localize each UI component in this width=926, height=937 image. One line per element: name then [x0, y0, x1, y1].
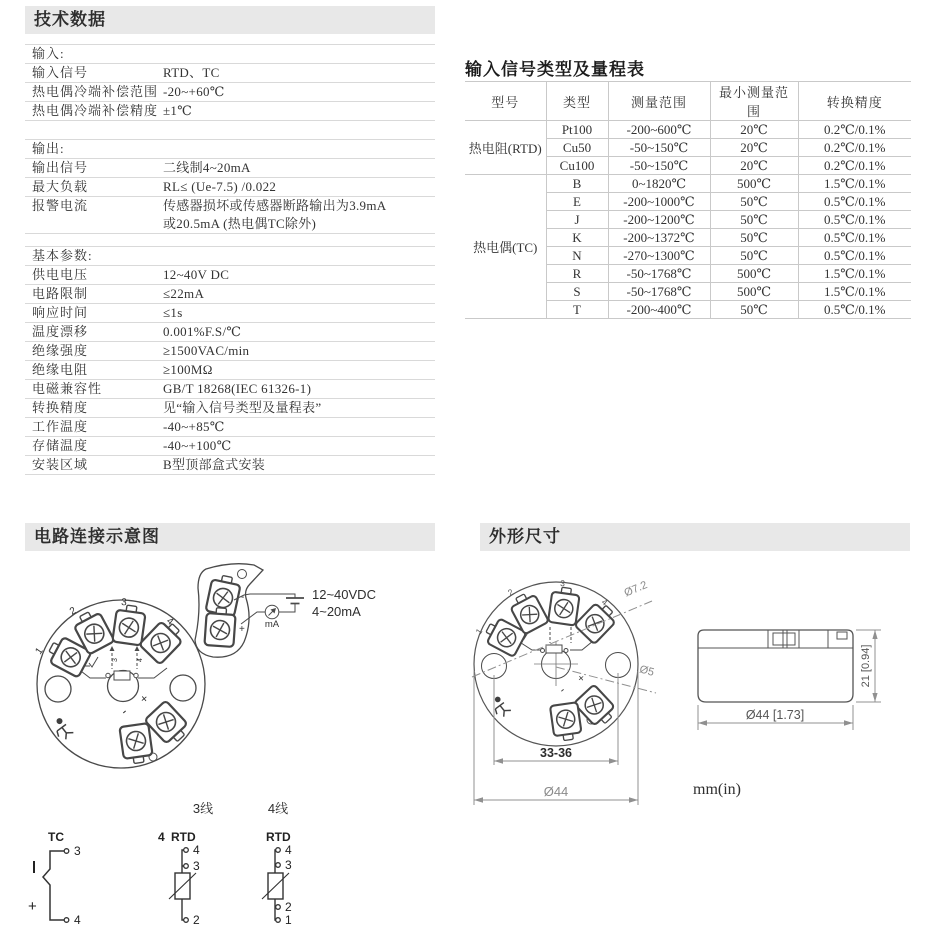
cell: 0.5℃/0.1% — [798, 301, 911, 319]
spec-section-basic-params — [25, 246, 435, 475]
range-table-title: 输入信号类型及量程表 — [465, 60, 645, 79]
cell: 0.5℃/0.1% — [798, 229, 911, 247]
spec-row: 工作温度 -40~+85℃ — [25, 418, 435, 437]
cell: -50~1768℃ — [608, 283, 710, 301]
cell: -200~400℃ — [608, 301, 710, 319]
screw-terminal-4 — [574, 596, 619, 644]
tc-terminal-4: 4 — [74, 913, 81, 927]
spec-row: 报警电流 传感器损坏或传感器断路输出为3.9mA 或20.5mA (热电偶TC除外) — [25, 197, 435, 234]
spec-row: 输出信号 二线制4~20mA — [25, 159, 435, 178]
rtd3-terminal-3: 3 — [193, 859, 200, 873]
rtd4-terminal-1: 1 — [285, 913, 292, 927]
cell: 0.5℃/0.1% — [798, 193, 911, 211]
spec-section-output — [25, 139, 435, 234]
cell: 500℃ — [710, 283, 798, 301]
polarity-minus: - — [555, 683, 568, 697]
left-hole — [482, 654, 507, 679]
spec-row: 最大负载 RL≤ (Ue-7.5) /0.022 — [25, 178, 435, 197]
outer-dia-label: Ø44 — [543, 784, 569, 799]
table-row — [465, 121, 911, 139]
units-label: mm(in) — [693, 781, 741, 798]
tc-wiring-diagram — [28, 830, 81, 927]
cell: -270~1300℃ — [608, 247, 710, 265]
cell: Pt100 — [546, 121, 608, 139]
section-header-technical-data: 技术数据 — [25, 6, 435, 34]
alarm-current-line2: 或20.5mA (热电偶TC除外) — [163, 216, 317, 231]
section-header-dimensions: 外形尺寸 — [480, 523, 910, 551]
rtd-3wire-diagram — [158, 830, 200, 927]
col-header: 最小测量范围 — [710, 82, 798, 121]
spec-row: 热电偶冷端补偿范围 -20~+60℃ — [25, 83, 435, 102]
dimension-side-view — [685, 600, 926, 810]
cell: S — [546, 283, 608, 301]
cell: 20℃ — [710, 157, 798, 175]
spec-row: 绝缘电阻 ≥100MΩ — [25, 361, 435, 380]
width-label: Ø44 [1.73] — [745, 708, 805, 722]
rtd3-terminal-2: 2 — [193, 913, 200, 927]
right-hole — [170, 675, 196, 701]
spec-row: 绝缘强度 ≥1500VAC/min — [25, 342, 435, 361]
terminal-number-3: 3 — [559, 578, 566, 589]
spec-row: 响应时间 ≤1s — [25, 304, 435, 323]
col-header: 转换精度 — [798, 82, 911, 121]
terminal-number-4: 4 — [164, 615, 176, 628]
loop-current-label: 4~20mA — [312, 604, 361, 619]
terminal-number-1: 1 — [473, 626, 485, 637]
polarity-plus: + — [136, 691, 152, 707]
cell: E — [546, 193, 608, 211]
spec-section-title: 基本参数: — [32, 248, 93, 263]
height-label: 21 [0.94] — [860, 644, 872, 688]
cell: 0.2℃/0.1% — [798, 121, 911, 139]
cell: 50℃ — [710, 229, 798, 247]
supply-voltage-label: 12~40VDC — [312, 587, 376, 602]
cell: 1.5℃/0.1% — [798, 175, 911, 193]
section-header-circuit-diagram: 电路连接示意图 — [25, 523, 435, 551]
center-terminal-ref-4: 4 — [137, 658, 144, 662]
spec-section-title: 输出: — [32, 141, 65, 156]
cell: 0.5℃/0.1% — [798, 211, 911, 229]
spec-row: 安装区域 B型顶部盒式安装 — [25, 456, 435, 475]
cell: 50℃ — [710, 211, 798, 229]
col-header: 型号 — [465, 82, 546, 121]
screw-terminal-3 — [548, 586, 580, 626]
cell: 0~1820℃ — [608, 175, 710, 193]
screw-terminal-3 — [112, 604, 146, 646]
col-header: 类型 — [546, 82, 608, 121]
top-hole-dia-label: Ø7.2 — [622, 579, 650, 600]
mount-span-label: 33-36 — [540, 746, 572, 760]
cell: R — [546, 265, 608, 283]
rtd4-terminal-4: 4 — [285, 843, 292, 857]
cell: 500℃ — [710, 265, 798, 283]
cell: 20℃ — [710, 139, 798, 157]
model-cell: 热电阻(RTD) — [465, 121, 546, 175]
rtd4-terminal-3: 3 — [285, 858, 292, 872]
cell: Cu50 — [546, 139, 608, 157]
cell: 0.5℃/0.1% — [798, 247, 911, 265]
cell: 50℃ — [710, 301, 798, 319]
spec-section-input — [25, 44, 435, 121]
cell: K — [546, 229, 608, 247]
spec-row: 温度漂移 0.001%F.S/℃ — [25, 323, 435, 342]
meter-label: mA — [264, 619, 280, 630]
cell: B — [546, 175, 608, 193]
three-wire-label: 3线 — [192, 801, 214, 816]
cell: -50~150℃ — [608, 157, 710, 175]
spec-row: 电磁兼容性 GB/T 18268(IEC 61326-1) — [25, 380, 435, 399]
cell: -200~1200℃ — [608, 211, 710, 229]
spec-row: 输入信号 RTD、TC — [25, 64, 435, 83]
terminal-number-4: 4 — [599, 596, 610, 608]
left-hole — [45, 676, 71, 702]
table-row — [465, 175, 911, 193]
cell: 1.5℃/0.1% — [798, 283, 911, 301]
cell: -200~1000℃ — [608, 193, 710, 211]
polarity-plus: + — [575, 671, 588, 686]
spec-row: 存储温度 -40~+100℃ — [25, 437, 435, 456]
ground-icon — [49, 717, 75, 742]
spec-row: 热电偶冷端补偿精度 ±1℃ — [25, 102, 435, 121]
cell: 20℃ — [710, 121, 798, 139]
cell: -50~1768℃ — [608, 265, 710, 283]
spec-row: 转换精度 见“输入信号类型及量程表” — [25, 399, 435, 418]
power-plus-label: + — [239, 624, 245, 635]
range-table — [465, 81, 911, 319]
model-cell: 热电偶(TC) — [465, 175, 546, 319]
rtd4-terminal-2: 2 — [285, 900, 292, 914]
cell: J — [546, 211, 608, 229]
terminal-number-2: 2 — [68, 605, 79, 618]
tc-terminal-3: 3 — [74, 844, 81, 858]
cell: -200~1372℃ — [608, 229, 710, 247]
center-terminal-ref-3: 3 — [112, 658, 119, 662]
alarm-current-line1: 传感器损坏或传感器断路输出为3.9mA — [163, 198, 387, 213]
spec-section-title: 输入: — [32, 46, 65, 61]
terminal-number-3: 3 — [120, 597, 128, 609]
cell: T — [546, 301, 608, 319]
spec-table — [25, 44, 435, 475]
spec-row: 供电电压 12~40V DC — [25, 266, 435, 285]
cell: -200~600℃ — [608, 121, 710, 139]
terminal-number-2: 2 — [506, 586, 516, 598]
polarity-minus: - — [117, 704, 131, 719]
ground-icon — [488, 695, 512, 719]
cell: 1.5℃/0.1% — [798, 265, 911, 283]
cell: 0.2℃/0.1% — [798, 157, 911, 175]
screw-terminal-minus — [550, 702, 582, 742]
dimension-top-view — [460, 565, 675, 815]
cell: 50℃ — [710, 193, 798, 211]
cell: 0.2℃/0.1% — [798, 139, 911, 157]
cell: 50℃ — [710, 247, 798, 265]
housing-outline — [698, 630, 853, 702]
circuit-connection-diagram — [20, 558, 440, 795]
rtd3-title: RTD — [171, 830, 196, 844]
rtd3-prefix: 4 — [158, 830, 165, 844]
sensor-wiring-diagrams — [20, 795, 320, 937]
range-table-header-row — [465, 82, 911, 121]
cell: 500℃ — [710, 175, 798, 193]
col-header: 测量范围 — [608, 82, 710, 121]
cell: Cu100 — [546, 157, 608, 175]
terminal-number-1: 1 — [33, 645, 46, 657]
cell: N — [546, 247, 608, 265]
rtd4-title: RTD — [266, 830, 291, 844]
tc-positive-marker: + — [28, 898, 37, 915]
segment-hole — [238, 570, 247, 579]
cell: -50~150℃ — [608, 139, 710, 157]
rtd-4wire-diagram — [262, 830, 292, 927]
screw-terminal-minus — [119, 723, 153, 765]
spec-row: 电路限制 ≤22mA — [25, 285, 435, 304]
four-wire-label: 4线 — [267, 801, 289, 816]
side-hole-dia-label: Ø5 — [638, 663, 656, 679]
rtd3-terminal-4: 4 — [193, 843, 200, 857]
power-minus-label: - — [241, 592, 245, 603]
tc-title: TC — [48, 830, 64, 844]
